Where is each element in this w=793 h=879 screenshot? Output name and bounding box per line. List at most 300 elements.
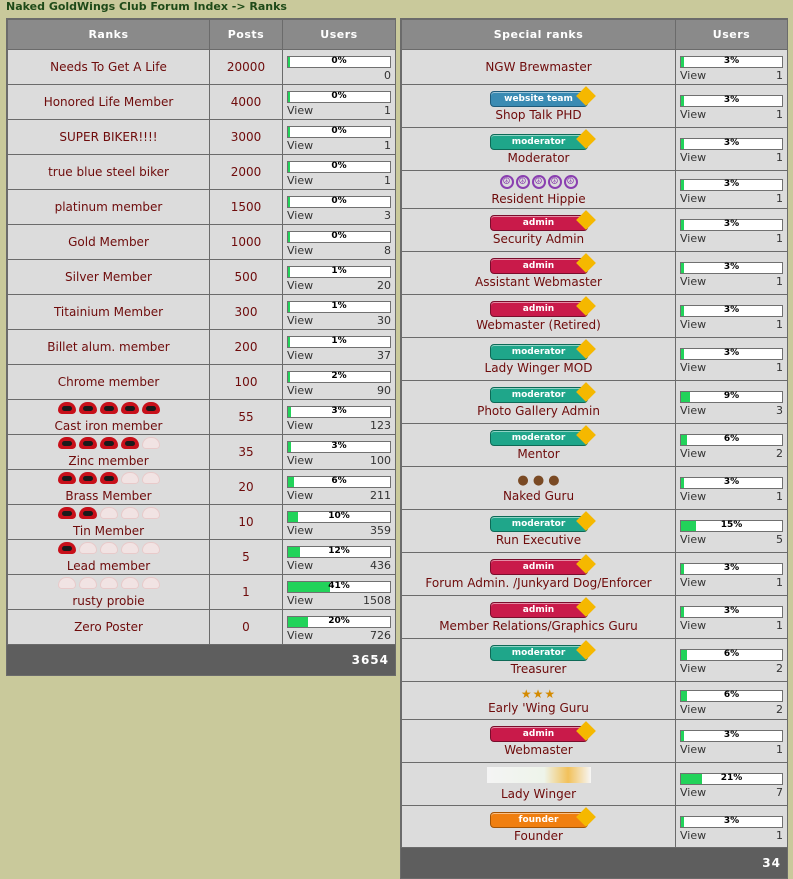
usage-bar (680, 179, 783, 191)
burst-icon (576, 554, 596, 574)
special-rank-name-cell (402, 639, 676, 682)
usage-percent: 3% (723, 219, 740, 229)
rank-title: Zinc member (68, 453, 149, 468)
usage-percent: 6% (723, 649, 740, 659)
burst-icon (576, 807, 596, 827)
rank-badge (490, 812, 588, 828)
users-cell (283, 330, 396, 365)
rank-badge (490, 387, 588, 403)
usage-percent: 6% (723, 689, 740, 700)
rank-name-cell (8, 260, 210, 295)
users-line (283, 243, 395, 257)
rank-name-cell (8, 85, 210, 120)
users-line (676, 150, 787, 164)
users-line (676, 661, 787, 675)
rose-image (487, 767, 591, 783)
users-cell (283, 295, 396, 330)
rank-posts: 300 (210, 295, 283, 330)
users-cell (676, 639, 788, 682)
special-rank-name-cell (402, 295, 676, 338)
view-link[interactable]: View (287, 349, 314, 362)
view-link[interactable]: View (680, 447, 707, 460)
usage-bar (287, 336, 391, 348)
user-count: 1 (776, 619, 783, 632)
rank-row (8, 225, 396, 260)
users-cell (283, 190, 396, 225)
usage-percent: 3% (723, 477, 740, 487)
users-line (676, 68, 787, 82)
users-line (283, 628, 395, 642)
helmet-icon (79, 402, 97, 414)
usage-bar (680, 816, 783, 828)
usage-percent: 3% (723, 262, 740, 272)
helmet-icon (142, 472, 160, 484)
rank-row (8, 155, 396, 190)
view-link[interactable]: View (680, 108, 707, 121)
usage-percent: 3% (723, 305, 740, 315)
usage-bar (680, 305, 783, 317)
rank-badge (490, 430, 588, 446)
view-link[interactable]: View (287, 174, 314, 187)
rank-badge (490, 134, 588, 150)
users-cell (676, 50, 788, 85)
users-cell (283, 470, 396, 505)
special-rank-title: Webmaster (504, 743, 573, 757)
burst-icon (576, 382, 596, 402)
special-rank-row (402, 806, 788, 848)
users-line (676, 532, 787, 546)
view-link[interactable]: View (680, 404, 707, 417)
rank-name-cell (8, 610, 210, 645)
special-ranks-table (401, 19, 788, 848)
burst-icon (576, 253, 596, 273)
usage-percent: 20% (328, 616, 350, 626)
burst-icon (576, 425, 596, 445)
users-line (676, 446, 787, 460)
rank-title: Brass Member (65, 488, 152, 503)
user-count: 1 (776, 232, 783, 245)
user-count: 1 (776, 361, 783, 374)
usage-percent: 10% (328, 511, 350, 521)
usage-percent: 3% (723, 348, 740, 358)
rank-badge (490, 602, 588, 618)
view-link[interactable]: View (680, 490, 707, 503)
helmet-icon (121, 507, 139, 519)
usage-percent: 1% (331, 301, 347, 311)
helmet-icon (142, 542, 160, 554)
burst-icon (576, 129, 596, 149)
rank-badge-label: admin (522, 562, 555, 572)
usage-percent: 1% (331, 266, 347, 276)
rank-title: platinum member (54, 200, 163, 214)
special-rank-title: Lady Winger (500, 787, 577, 801)
rank-badge (490, 559, 588, 575)
usage-bar (680, 649, 783, 661)
helmet-icon (58, 472, 76, 484)
view-link[interactable]: View (287, 139, 314, 152)
users-cell (676, 682, 788, 720)
usage-bar (680, 95, 783, 107)
rank-name-cell (8, 120, 210, 155)
special-rank-title: Run Executive (495, 533, 582, 547)
special-rank-name-cell (402, 338, 676, 381)
usage-percent: 3% (331, 406, 347, 416)
usage-percent: 9% (723, 391, 740, 401)
usage-bar (680, 563, 783, 575)
usage-percent: 0% (331, 196, 347, 206)
rank-posts: 10 (210, 505, 283, 540)
users-line (676, 317, 787, 331)
users-line (676, 618, 787, 632)
rank-posts: 100 (210, 365, 283, 400)
ranks-header: Ranks (8, 20, 210, 50)
peace-sign-icon: ☮ (548, 175, 562, 189)
usage-percent: 3% (723, 56, 740, 66)
special-rank-row (402, 467, 788, 510)
special-rank-title: Resident Hippie (491, 192, 586, 206)
special-rank-row (402, 510, 788, 553)
users-line (676, 231, 787, 245)
users-cell (283, 260, 396, 295)
user-count: 1 (776, 828, 783, 842)
user-count: 90 (377, 384, 391, 397)
view-link[interactable]: View (680, 69, 707, 82)
helmet-icon (58, 437, 76, 449)
helmet-icon (100, 402, 118, 414)
usage-bar (287, 371, 391, 383)
user-count: 1 (384, 104, 391, 117)
helmet-icon (79, 542, 97, 554)
helmet-icon (121, 542, 139, 554)
users-line (283, 453, 395, 467)
view-link[interactable]: View (287, 524, 314, 537)
users-line (283, 593, 395, 607)
users-cell (676, 381, 788, 424)
usage-bar (287, 441, 391, 453)
users-cell (676, 128, 788, 171)
users-cell (676, 209, 788, 252)
view-link[interactable]: View (680, 662, 707, 675)
rank-posts: 1 (210, 575, 283, 610)
usage-bar (680, 391, 783, 403)
helmet-icon (58, 542, 76, 554)
rank-posts: 35 (210, 435, 283, 470)
rank-posts: 500 (210, 260, 283, 295)
rank-name-cell (8, 225, 210, 260)
user-count: 726 (370, 629, 391, 642)
view-link[interactable]: View (680, 576, 707, 589)
helmet-icon (79, 472, 97, 484)
burst-icon (576, 339, 596, 359)
rank-badge (490, 258, 588, 274)
special-rank-name-cell (402, 510, 676, 553)
view-link[interactable]: View (680, 702, 707, 716)
usage-bar (287, 196, 391, 208)
rank-title: Lead member (66, 558, 151, 573)
usage-bar (287, 56, 391, 68)
user-count: 30 (377, 314, 391, 327)
users-cell (283, 365, 396, 400)
view-link[interactable]: View (680, 318, 707, 331)
rank-title: Chrome member (57, 375, 160, 389)
users-cell (676, 720, 788, 763)
rank-row (8, 330, 396, 365)
users-line (283, 313, 395, 327)
view-link[interactable]: View (680, 619, 707, 632)
usage-bar (287, 301, 391, 313)
user-count: 1 (776, 490, 783, 503)
users-line (676, 191, 787, 205)
burst-icon (576, 86, 596, 106)
helmet-icon (121, 577, 139, 589)
special-rank-row (402, 295, 788, 338)
view-link[interactable]: View (680, 275, 707, 288)
special-rank-row (402, 596, 788, 639)
helmet-icon (58, 507, 76, 519)
helmet-icon (142, 402, 160, 414)
view-link[interactable]: View (287, 629, 314, 642)
peace-sign-icons (500, 175, 578, 191)
users-cell (676, 171, 788, 209)
users-header: Users (283, 20, 396, 50)
view-link[interactable]: View (680, 533, 707, 546)
special-rank-row (402, 128, 788, 171)
guru-icons: ● ● ● (517, 473, 560, 488)
users-line (283, 138, 395, 152)
rank-image (8, 437, 209, 453)
special-users-header: Users (676, 20, 788, 50)
view-link[interactable]: View (287, 384, 314, 397)
special-rank-name-cell (402, 424, 676, 467)
view-link[interactable]: View (680, 828, 707, 842)
rank-image (8, 542, 209, 558)
user-count: 1 (776, 576, 783, 589)
rank-title: rusty probie (72, 593, 145, 608)
breadcrumb[interactable]: Naked GoldWings Club Forum Index -> Ranks (6, 0, 287, 13)
users-cell (676, 596, 788, 639)
special-rank-title: Security Admin (492, 232, 585, 246)
user-count: 2 (776, 662, 783, 675)
users-line (676, 828, 787, 842)
usage-percent: 3% (723, 606, 740, 616)
rank-title: Needs To Get A Life (50, 60, 167, 74)
users-cell (283, 85, 396, 120)
usage-bar (680, 56, 783, 68)
view-link[interactable]: View (287, 559, 314, 572)
users-line (676, 702, 787, 716)
view-link[interactable]: View (680, 743, 707, 756)
users-cell (283, 610, 396, 645)
user-count: 5 (776, 533, 783, 546)
users-cell (283, 120, 396, 155)
users-line (676, 575, 787, 589)
rank-name-cell (8, 330, 210, 365)
users-line (676, 403, 787, 417)
rank-badge-label: moderator (511, 390, 566, 400)
special-rank-row (402, 209, 788, 252)
rank-row (8, 505, 396, 540)
rank-badge-label: moderator (511, 137, 566, 147)
usage-percent: 3% (723, 730, 740, 740)
helmet-icon (121, 472, 139, 484)
view-link[interactable]: View (287, 314, 314, 327)
rank-badge-label: moderator (511, 433, 566, 443)
usage-percent: 0% (331, 126, 347, 136)
burst-icon (576, 597, 596, 617)
rank-row (8, 260, 396, 295)
ranks-total: 3654 (7, 645, 395, 675)
view-link[interactable]: View (680, 191, 707, 205)
special-rank-row (402, 85, 788, 128)
ranks-table-panel (6, 18, 396, 676)
helmet-icon (79, 577, 97, 589)
usage-percent: 0% (331, 231, 347, 241)
view-link[interactable]: View (680, 361, 707, 374)
rank-posts: 1000 (210, 225, 283, 260)
rank-row (8, 295, 396, 330)
rank-row (8, 365, 396, 400)
usage-bar (287, 476, 391, 488)
special-rank-title: Lady Winger MOD (484, 361, 593, 375)
users-cell (676, 553, 788, 596)
rank-title: Titainium Member (53, 305, 164, 319)
view-link[interactable]: View (287, 244, 314, 257)
view-link[interactable]: View (287, 104, 314, 117)
helmet-icon (100, 472, 118, 484)
view-link[interactable]: View (287, 454, 314, 467)
view-link[interactable]: View (680, 232, 707, 245)
rank-badge (490, 726, 588, 742)
rank-badge (490, 516, 588, 532)
rank-name-cell (8, 470, 210, 505)
usage-percent: 12% (328, 546, 350, 556)
helmet-icon (100, 507, 118, 519)
users-line (283, 103, 395, 117)
peace-sign-icon: ☮ (564, 175, 578, 189)
users-cell (283, 540, 396, 575)
usage-percent: 41% (328, 581, 350, 591)
special-rank-title: Member Relations/Graphics Guru (439, 619, 638, 633)
users-cell (676, 252, 788, 295)
burst-icon (576, 210, 596, 230)
usage-bar (287, 546, 391, 558)
users-cell (283, 505, 396, 540)
usage-percent: 3% (723, 815, 740, 826)
view-link[interactable]: View (287, 489, 314, 502)
usage-percent: 6% (331, 476, 347, 486)
usage-bar (680, 434, 783, 446)
special-rank-title: Treasurer (510, 662, 567, 676)
rank-title: Billet alum. member (47, 340, 170, 354)
rank-row (8, 190, 396, 225)
users-cell (283, 50, 396, 85)
rank-badge (490, 301, 588, 317)
users-line (283, 488, 395, 502)
peace-sign-icon: ☮ (532, 175, 546, 189)
usage-percent: 0% (331, 161, 347, 171)
rank-posts: 20 (210, 470, 283, 505)
view-link[interactable]: View (287, 209, 314, 222)
users-cell (283, 435, 396, 470)
rank-image (8, 472, 209, 488)
special-rank-title: Moderator (507, 151, 570, 165)
rank-title: SUPER BIKER!!!! (59, 130, 158, 144)
user-count: 211 (370, 489, 391, 502)
usage-percent: 1% (331, 336, 347, 346)
rank-badge-label: moderator (511, 648, 566, 658)
view-link[interactable]: View (680, 786, 707, 799)
user-count: 2 (776, 447, 783, 460)
special-ranks-table-panel (400, 18, 788, 879)
rank-badge-label: admin (522, 729, 555, 739)
view-link[interactable]: View (287, 279, 314, 292)
users-cell (676, 295, 788, 338)
special-rank-name-cell (402, 553, 676, 596)
helmet-icon (121, 437, 139, 449)
special-rank-name-cell (402, 171, 676, 209)
user-count: 1508 (363, 594, 391, 607)
rank-row (8, 85, 396, 120)
usage-bar (680, 773, 783, 785)
user-count: 1 (776, 191, 783, 205)
special-rank-title: Forum Admin. /Junkyard Dog/Enforcer (425, 576, 652, 590)
ranks-table (7, 19, 396, 645)
usage-percent: 0% (331, 56, 347, 66)
view-link[interactable]: View (680, 151, 707, 164)
usage-percent: 6% (723, 434, 740, 444)
users-line (676, 274, 787, 288)
usage-bar (287, 91, 391, 103)
users-line (283, 278, 395, 292)
rank-name-cell (8, 365, 210, 400)
rank-name-cell (8, 540, 210, 575)
usage-bar (680, 219, 783, 231)
user-count: 1 (776, 69, 783, 82)
special-rank-row (402, 252, 788, 295)
rank-badge (490, 91, 588, 107)
users-line (676, 489, 787, 503)
usage-bar (680, 477, 783, 489)
users-cell (676, 338, 788, 381)
view-link[interactable]: View (287, 419, 314, 432)
user-count: 1 (776, 743, 783, 756)
user-count: 37 (377, 349, 391, 362)
usage-bar (680, 520, 783, 532)
special-rank-name-cell (402, 682, 676, 720)
user-count: 359 (370, 524, 391, 537)
rank-posts: 200 (210, 330, 283, 365)
view-link[interactable]: View (287, 594, 314, 607)
helmet-icon (121, 402, 139, 414)
rank-badge-label: moderator (511, 519, 566, 529)
rank-title: Gold Member (68, 235, 149, 249)
special-rank-title: Mentor (517, 447, 560, 461)
special-rank-row (402, 639, 788, 682)
rank-name-cell (8, 505, 210, 540)
helmet-icon (100, 577, 118, 589)
usage-percent: 3% (723, 178, 740, 189)
helmet-icon (79, 507, 97, 519)
rank-row (8, 540, 396, 575)
user-count: 7 (776, 786, 783, 799)
usage-bar (287, 161, 391, 173)
user-count: 123 (370, 419, 391, 432)
burst-icon (576, 640, 596, 660)
users-line (676, 360, 787, 374)
users-cell (283, 225, 396, 260)
rank-title: Tin Member (72, 523, 145, 538)
helmet-icon (142, 507, 160, 519)
